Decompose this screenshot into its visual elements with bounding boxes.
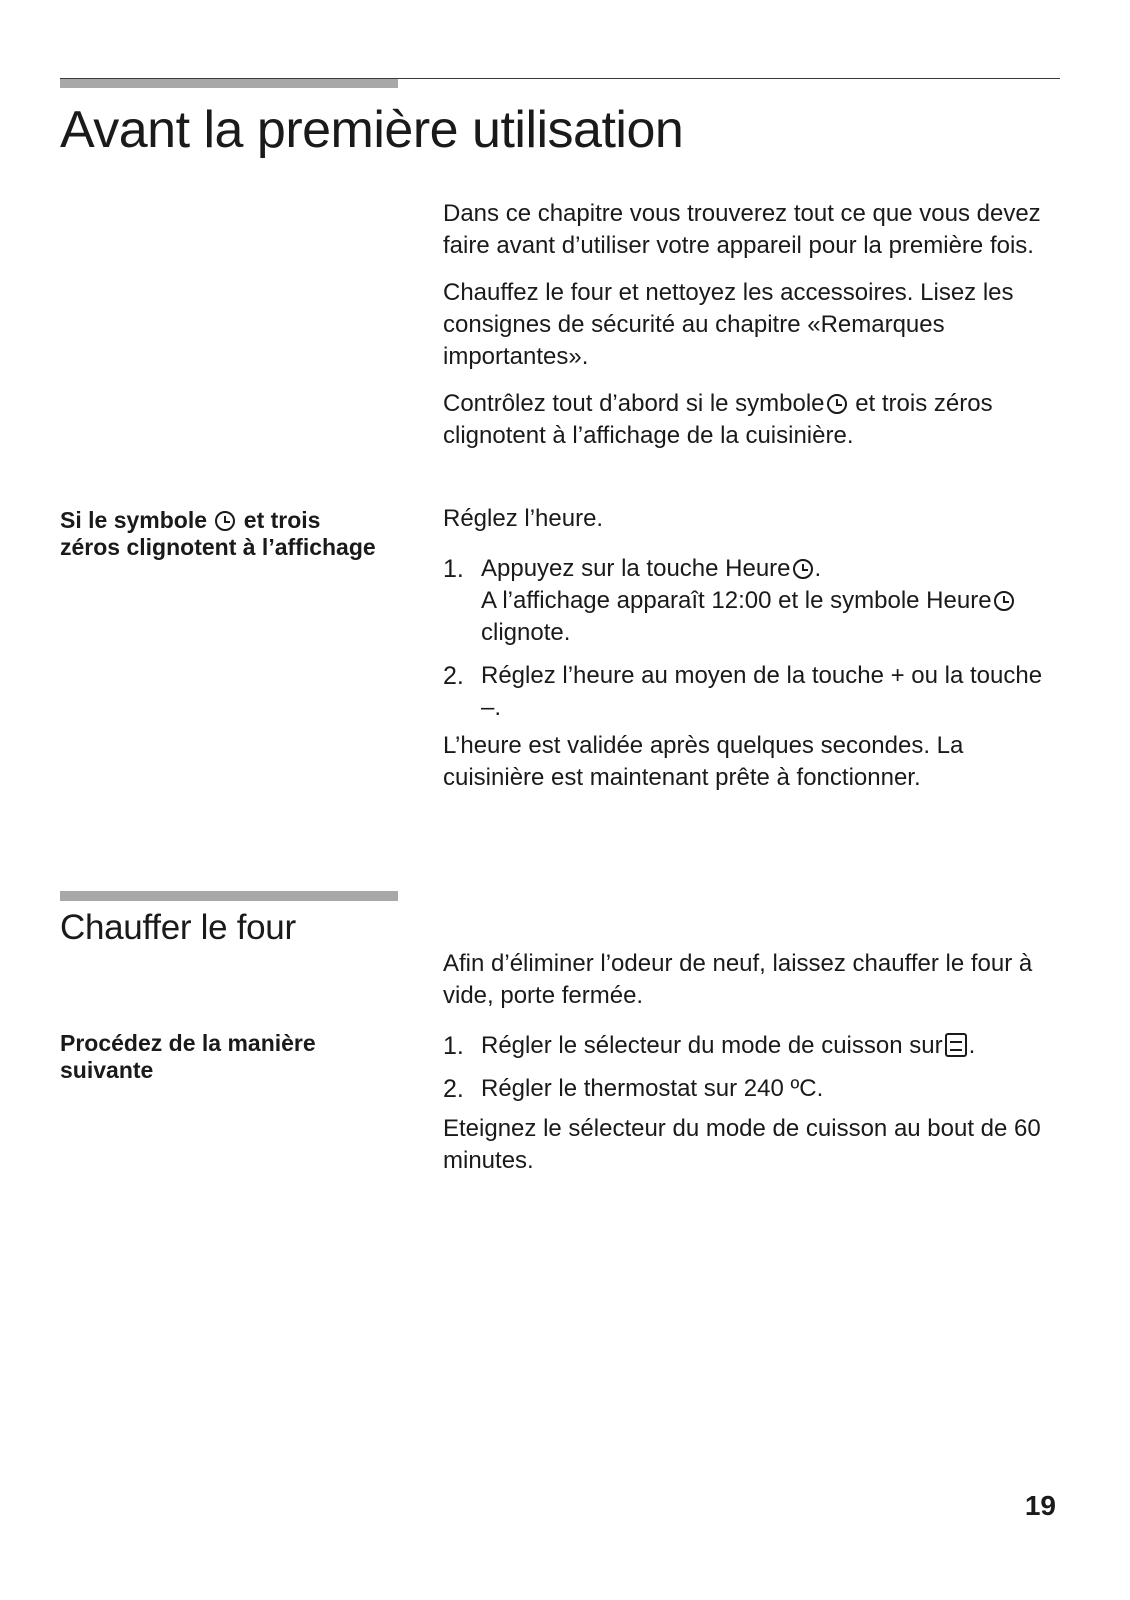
title-rule-thin bbox=[60, 78, 1060, 79]
section2-title: Chauffer le four bbox=[60, 908, 296, 947]
clock-side-text-after: et trois zéros clignotent à l’affichage bbox=[60, 507, 376, 560]
section2-step2-text: Régler le thermostat sur 240 ºC. bbox=[481, 1075, 824, 1102]
step1-text-after: . bbox=[814, 555, 822, 582]
check-text-before: Contrôlez tout d’abord si le symbole bbox=[443, 390, 825, 417]
clock-icon bbox=[994, 591, 1014, 611]
intro-paragraph-1: Dans ce chapitre vous trouverez tout ce que vous devez faire avant d’utiliser votre appareil pour la première fois. bbox=[443, 200, 1041, 259]
section2-rule bbox=[60, 891, 398, 901]
clock-step-1 bbox=[443, 553, 1068, 649]
step-number: 2. bbox=[443, 662, 464, 690]
step2-text: Réglez l’heure au moyen de la touche + ou la touche –. bbox=[481, 662, 1043, 721]
title-rule-thick bbox=[60, 78, 398, 88]
section2-step-2 bbox=[443, 1073, 1068, 1105]
clock-icon bbox=[793, 559, 813, 579]
clock-step-2 bbox=[443, 660, 1068, 724]
section2-step1-after: . bbox=[968, 1032, 976, 1059]
clock-icon bbox=[827, 394, 847, 414]
section2-step1-text: Régler le sélecteur du mode de cuisson sur bbox=[481, 1032, 943, 1059]
clock-side-text-before: Si le symbole bbox=[60, 507, 214, 533]
step1-result-after: clignote. bbox=[481, 619, 571, 646]
section2-step-1 bbox=[443, 1030, 1068, 1062]
page-number: 19 bbox=[1024, 1490, 1056, 1521]
section2-steps-column bbox=[443, 1030, 1068, 1177]
oven-top-bottom-heat-icon bbox=[945, 1033, 967, 1057]
step1-text: Appuyez sur la touche Heure bbox=[481, 555, 791, 582]
clock-steps-column bbox=[443, 503, 1068, 794]
section2-intro-text: Afin d’éliminer l’odeur de neuf, laissez chauffer le four à vide, porte fermée. bbox=[443, 950, 1033, 1009]
check-text-after: et trois zéros clignotent à l’affichage de la cuisinière. bbox=[443, 390, 993, 449]
intro-paragraph-2: Chauffez le four et nettoyez les accessoires. Lisez les consignes de sécurité au chapitre «Remarques importantes». bbox=[443, 279, 1014, 370]
clock-lead: Réglez l’heure. bbox=[443, 505, 604, 532]
section2-result: Eteignez le sélecteur du mode de cuisson au bout de 60 minutes. bbox=[443, 1115, 1041, 1174]
intro-column bbox=[443, 198, 1068, 452]
step-number: 1. bbox=[443, 555, 464, 583]
section2-side-heading: Procédez de la manière suivante bbox=[60, 1030, 316, 1083]
page-title: Avant la première utilisation bbox=[60, 101, 684, 159]
clock-result: L’heure est validée après quelques secondes. La cuisinière est maintenant prête à fonctionner. bbox=[443, 732, 964, 791]
check-paragraph bbox=[443, 388, 1068, 452]
section2-intro bbox=[443, 948, 1068, 1012]
clock-side-heading bbox=[60, 507, 380, 561]
step-number: 2. bbox=[443, 1075, 464, 1103]
step1-result-text: A l’affichage apparaît 12:00 et le symbole Heure bbox=[481, 587, 992, 614]
clock-icon bbox=[215, 511, 235, 531]
step-number: 1. bbox=[443, 1032, 464, 1060]
